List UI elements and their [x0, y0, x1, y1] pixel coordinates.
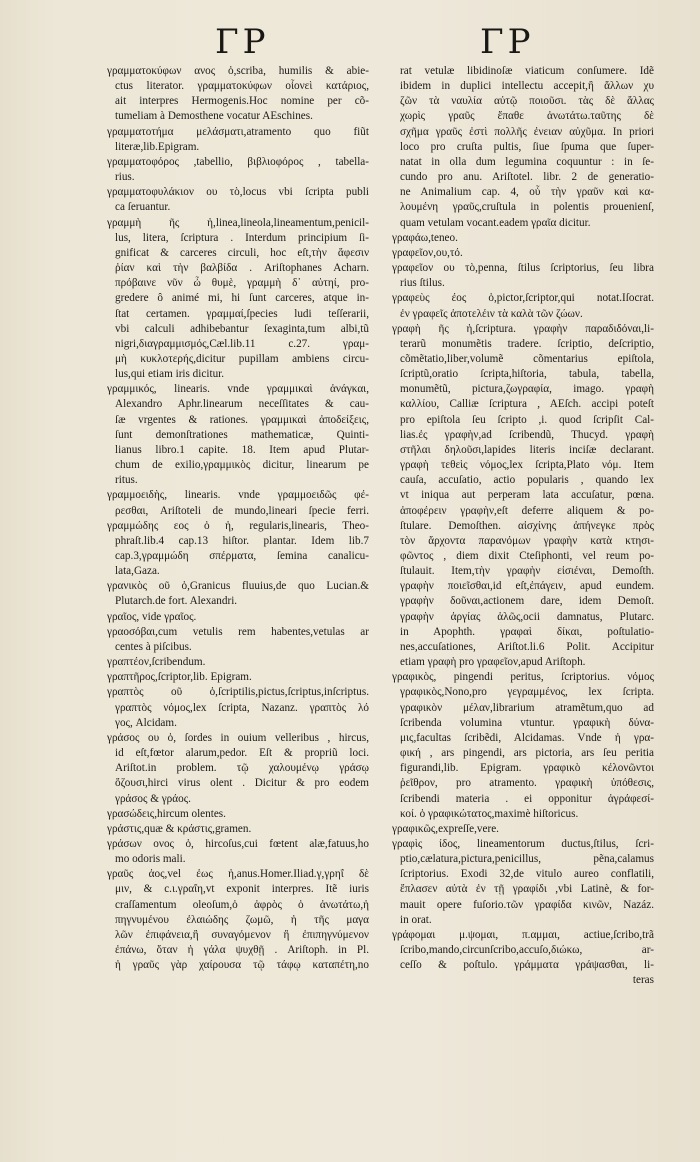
text-line: ζῶν τὰ ναυλία αὐτῷ ποιοῦσι. τὰς δὲ ἄλλας [400, 95, 654, 108]
text-line: rius. [115, 171, 135, 184]
text-line: γραμμὴ ῆς ἡ,linea,lineola,lineamentum,penicil- [107, 216, 369, 229]
text-line: mauit opere fuſorio.τῶν γραφίδα κινῶν, Nazáz. [400, 898, 654, 911]
text-line: ρεσθαι, Ariſtoteli de mundo,lineari ſpecie ferri. [115, 504, 369, 517]
text-line: loco pro cruſta pultis, ſiue ſpuma que ſuper- [400, 140, 654, 153]
text-line: cõmẽtatio,liber,volumẽ cõmentarius epiſtola, [400, 352, 654, 365]
text-line: γράφομαι μ.ψομαι, π.αμμαι, actiue,ſcribo,trã [392, 928, 654, 941]
text-line: teras [632, 974, 654, 987]
text-line: tumeliam à Demosthene vocatur AEschines. [115, 110, 313, 123]
text-line: lianus libro.1 capite. 18. Item apud Plutar- [115, 443, 369, 456]
text-line: ὄζουσι,hirci virus olent . Dicitur & pro eodem [115, 777, 369, 790]
text-line: ſtulare. Demoſthen. αἰσχίνης ἀπήνεγκε πρὸς [400, 519, 654, 532]
text-line: γραφικῶς,expreſſe,vere. [392, 822, 499, 835]
text-line: γραῦς ἀος,vel ἐως ἡ,anus.Homer.Iliad.γ,γρηΐ δὲ [107, 868, 369, 881]
text-line: ἐν γραφεῖς ἀποτελέιν τὰ καλὰ τῶν ζώων. [400, 307, 583, 320]
text-line: γραφεῖον,ου,τό. [392, 246, 463, 259]
text-line: γράσων ονος ὁ, hircoſus,cui fœtent alæ,fatuus,ho [107, 837, 369, 850]
text-line: τὸν ἄρχοντα παρανόμων γραφὴν κατὰ κτησι- [400, 534, 654, 547]
text-line: γραφὴν δοῦναι,actionem dare, idem Demoſt. [400, 595, 654, 608]
text-line: ſtulauit. Item,τὴν γραφὴν εἰσιέναι, Demoſth. [400, 565, 654, 578]
text-line: γρανικὸς οῦ ὁ,Granicus fluuius,de quo Lucian.& [107, 580, 369, 593]
text-line: χωρὶς γραῦς ἔπαθε ἀνωτάτω.ταῦτης δὲ [400, 110, 654, 123]
text-line: φική , ars pingendi, ars pictoria, ars ſeu peritia [400, 747, 654, 760]
text-line: quam vetulam vocant.eadem γραῖα dicitur. [400, 216, 591, 229]
text-line: ἐπάνω, ὅταν ἡ γάλα ψυχθῇ . Ariſtoph. in Pl. [115, 944, 369, 957]
running-head-left: ΓΡ [215, 22, 270, 62]
text-line: γράστις,quæ & κράστις,gramen. [107, 822, 252, 835]
text-line: ait interpres Hermogenis.Hoc nomine per cõ- [115, 95, 369, 108]
text-line: cauſa, accuſatio, actio popularis , quando lex [400, 474, 654, 487]
text-line: μις,facultas ſcribẽdi, Alcidamas. Vnde ἡ γρα- [400, 731, 654, 744]
text-line: nes,accuſationes, Ariſtot.li.6 Polit. Accipitur [400, 640, 654, 653]
text-line: ἡ γραῦς γὰρ χαίρουσα τῷ τάφῳ καταπέτη,no [115, 959, 369, 972]
text-line: κοί. ὁ γραφικώτατος,maximè hiſtoricus. [400, 807, 579, 820]
text-line: Alexandro Aphr.linearum neceſſitates & cau- [115, 398, 369, 411]
text-line: pro epiſtola ſeu ſcripto ,i. quod ſcripſit Cal- [400, 413, 654, 426]
text-line: ptio,cælatura,pictura,penicillus, pẽna,calamus [400, 853, 654, 866]
text-line: ſcribo,mando,circunſcribo,accuſo,διώκω, ar- [400, 944, 654, 957]
text-line: γραφὴ τεθεὶς νόμος,lex ſcripta,Plato νόμ. Item [400, 459, 654, 472]
text-line: γραφὴν ἀργίας ἁλῶς,ocii damnatus, Plutarc. [400, 610, 654, 623]
text-line: ſcribendi materia . ei opponitur ἀγράφεσί- [400, 792, 654, 805]
text-line: γραμματοτήμα μελάσματι,atramento quo fiũt [107, 125, 369, 138]
text-line: ceſſo & poſtulo. γράμματα γράψασθαι, li- [400, 959, 654, 972]
text-line: γραφὶς ίδος, lineamentorum ductus,ſtilus, ſcri- [392, 837, 654, 850]
text-line: γραφικὸν μέλαν,librarium atramẽtum,quo ad [400, 701, 654, 714]
text-line: ῥίαν καὶ τὴν βαλβίδα . Ariſtophanes Acharn. [115, 262, 369, 275]
text-line: γραφικὸς, pingendi peritus, ſcriptorius. νόμος [392, 671, 654, 684]
text-line: λουμένη γραῦς,cruſtula in polentis prouenienſ, [400, 201, 654, 214]
text-line: vbi calculi adhibebantur ſexaginta,tum albi,tũ [115, 322, 369, 335]
text-line: ſæ vrgentes & rationes. γραμμικαὶ ἀποδείξεις, [115, 413, 369, 426]
text-line: γραπτέον,ſcribendum. [107, 656, 206, 669]
text-line: γραμμοειδὴς, linearis. vnde γραμμοειδῶς φέ- [107, 489, 369, 502]
text-line: ἔπλασεν αὐτὰ ἐν τῇ γραφίδι ,vbi Latinè, & for- [400, 883, 654, 896]
text-line: phraſt.lib.4 cap.13 hiſtor. plantar. Idem lib.7 [115, 534, 369, 547]
text-line: cap.3,γραμμώδη σπέρματα, ſemina canalicu- [115, 550, 369, 562]
text-line: etiam γραφὴ pro γραφεῖον,apud Ariſtoph. [400, 656, 586, 669]
text-line: πηγνυμένου ἐλαιώδης ζωμῶ, ἡ τῆς μαγα [115, 913, 369, 926]
right-column [392, 64, 654, 989]
text-line: nigri,διαγραμμισμός,Cæl.lib.11 c.27. γραμ- [115, 337, 369, 350]
text-line: gnificat & carceres circuli, hoc eſt,τὴν ἄφεσιν [115, 246, 369, 259]
text-line: in Apophth. γραφαὶ δίκαι, poſtulatio- [400, 625, 654, 638]
text-line: monumẽtũ, pictura,ζωγραφία, imago. γραφὴ [400, 383, 654, 396]
text-line: ſcriptũ,oratio ſcripta,hiſtoria, tabula, tabella, [400, 368, 654, 381]
text-line: γραῖος, vide γραῖος. [107, 610, 197, 623]
text-line: γραμματοφυλάκιον ου τὸ,locus vbi ſcripta publi [107, 186, 369, 199]
text-line: ne Animalium cap. 4, οὗ τὴν γραῦν καὶ κα- [400, 186, 654, 199]
text-line: gredere ô animé mi, hi ſunt carceres, atque in- [115, 292, 369, 305]
text-line: ctus literator. γραμματοκύφων οἷονεὶ κατάριος, [115, 80, 369, 93]
text-line: γραφάω,teneo. [392, 231, 458, 244]
text-line: cundo pro anu. Ariſtotel. libr. 2 de generatio- [400, 171, 654, 184]
text-line: ſtat certamen. γραμμαί,ſpecies ludi teſſerarii, [115, 307, 369, 320]
text-line: γραφὴν ποιεῖσθαι,id eſt,ἐπάγειν, apud eundem. [400, 580, 654, 593]
text-line: γράσος & γράος. [115, 792, 191, 805]
text-line: terarũ monumẽtis tradere. ſcriptio, deſcriptio, [400, 337, 654, 350]
text-line: μὴ κυκλοτερής,dicitur pupillam ambiens circu- [115, 352, 369, 365]
text-line: chum de exilio,γραμμικὸς dicitur, linearum pe [115, 459, 369, 472]
text-line: γραφεὺς έος ὁ,pictor,ſcriptor,qui notat.Iſocrat. [392, 292, 654, 305]
text-line: ἀποφέρειν γραφὴν,eſt deferre aliquem & po- [400, 504, 654, 517]
text-line: rat vetulæ libidinoſæ viaticum conſumere. Idẽ [400, 65, 654, 77]
text-line: γραφὴ ῆς ἡ,ſcriptura. γραφὴν παραδιδόναι,li- [392, 322, 654, 335]
text-line: vt iniqua aut perperam lata accuſatur, pœna. [400, 489, 654, 502]
text-line: γραμμικός, linearis. vnde γραμμικαὶ ἀνάγκαι, [107, 383, 369, 396]
text-line: γραοσόβαι,cum vetulis rem habentes,vetulas ar [107, 625, 369, 638]
text-line: γράσος ου ὁ, ſordes in ouium velleribus , hircus, [107, 731, 369, 744]
text-line: ſcriptorius. Exodi 32,de vitulo aureo conflatili, [400, 868, 654, 881]
text-line: craſſamentum oleoſum,ὁ ἀφρὸς ὁ ἀνωτάτω,ἡ [115, 898, 369, 911]
running-head-right: ΓΡ [480, 22, 535, 62]
text-line: φῶντος , diem dixit Cteſiphonti, vel reum po- [400, 550, 654, 562]
text-line: Ariſtot.in problem. τῷ χαλουμένῳ γράσῳ [115, 762, 369, 775]
text-line: σχῆμα γραῦς ἐστὶ πολλῆς ἐνειαν αὐχῦμα. In priori [400, 125, 654, 138]
text-line: id eſt,fœtor alarum,pedor. Eſt & propriũ loci. [115, 747, 369, 760]
text-line: γραπτῆρος,ſcriptor,lib. Epigram. [107, 671, 252, 684]
text-line: natat in olla dum legumina coquuntur : in ſe- [400, 155, 654, 168]
text-line: λῶν ἐπιφάνεια,ἢ συναγόμενον ἢ ἐπιπηγνύμενον [115, 928, 369, 941]
text-line: ritus. [115, 474, 138, 487]
text-line: in orat. [400, 913, 432, 926]
text-line: rius ſtilus. [400, 277, 445, 290]
text-line: πρόβαινε νῦν ὦ θυμὲ, γραμμὴ δ᾽ αὑτηί, pro- [115, 277, 369, 290]
text-line: γραπτὸς οῦ ὁ,ſcriptilis,pictus,ſcriptus,inſcriptus. [107, 686, 369, 699]
text-line: μιν, & c.ι.γραΐη,vt exponit interpres. Itẽ iuris [115, 883, 369, 896]
text-line: γραπτὸς νόμος,lex ſcripta, Nazanz. γραπτὸς λό [115, 701, 369, 714]
text-line: στῆλαι δηλοῦσι,lapides literis inciſæ declarant. [400, 443, 654, 456]
text-line: figurandi,lib. Epigram. γραφικὸ κέλονῶντοι [400, 762, 654, 775]
text-line: γος, Alcidam. [115, 716, 177, 729]
text-line: lus,qui etiam iris dicitur. [115, 368, 225, 381]
text-line: καλλίου, Calliæ ſcriptura , AEſch. accipi poteſt [400, 398, 654, 411]
text-line: γραφικὸς,Nono,pro γεγραμμένος, lex ſcripta. [400, 686, 654, 699]
text-line: literæ,lib.Epigram. [115, 140, 200, 153]
text-line: mo odoris mali. [115, 853, 186, 866]
text-line: ca ſeruantur. [115, 201, 171, 214]
left-column [107, 64, 369, 973]
text-line: ſunt demonſtrationes mathematicæ, Quinti- [115, 428, 369, 441]
text-line: γραμματοφόρος ,tabellio, βιβλιοφόρος , tabella- [107, 155, 369, 168]
text-line: ῥεῖθρον, pro atramento. γραφικὴ ὑπόθεσις, [400, 777, 654, 790]
text-line: centes à piſcibus. [115, 640, 192, 653]
text-line: ſcribenda volumina vtuntur. γραφικὴ δύνα- [400, 716, 654, 729]
text-line: lus, litera, ſcriptura . Interdum principium ſi- [115, 231, 369, 244]
text-line: Plutarch.de fort. Alexandri. [115, 595, 238, 608]
text-line: ibidem in duplici intellectu accepit,ἢ ἄλλων χυ [400, 80, 654, 93]
text-line: lias.ἐς γραφὴν,ad ſcribendũ, Thucyd. γραφὴ [400, 428, 654, 441]
text-line: γραμματοκύφων ανος ὁ,scriba, humilis & abie- [107, 65, 369, 77]
text-line: γραμμώδης εος ὁ ἡ, regularis,linearis, Theo- [107, 519, 369, 532]
text-line: lata,Gaza. [115, 565, 160, 578]
text-line: γραφεῖον ου τὸ,penna, ſtilus ſcriptorius, ſeu libra [392, 262, 654, 275]
text-line: γρασώδεις,hircum olentes. [107, 807, 226, 820]
